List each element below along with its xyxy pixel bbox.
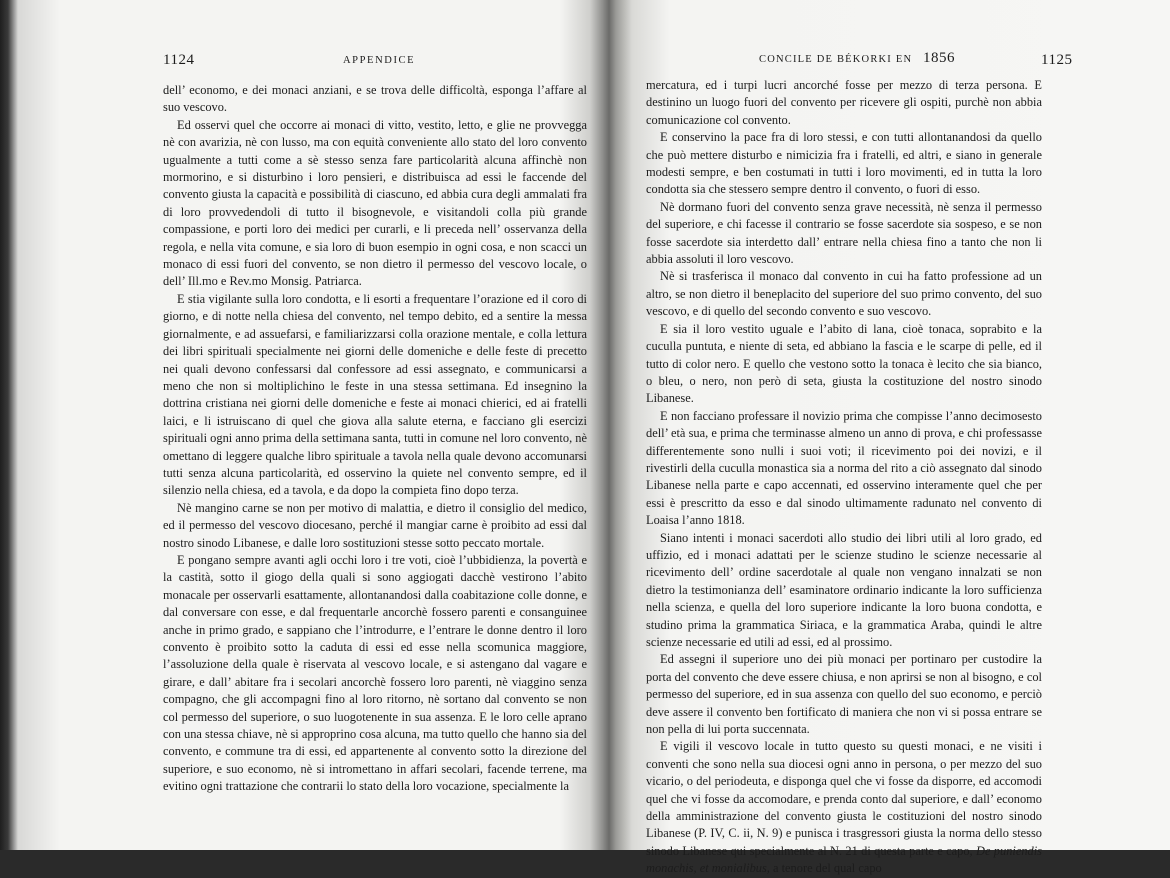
paragraph: Siano intenti i monaci sacerdoti allo studio dei libri utili al loro grado, ed uffizio, ed i monaci adattati per le scienze studino le scienze necessarie al ricevimento dell’ ordine sacerdotale al quale non vengano innalzati se non dietro la testimonianza dell’ esaminatore ordinario indicante la loro sufficienza nella scienza, e quella del loro superiore indicante la loro buona condotta, e studino prima la grammatica Siriaca, e la grammatica Araba, quindi le altre scienze necessarie ed utili ad essi, ed al prossimo. [646, 530, 1042, 649]
paragraph: Ed assegni il superiore uno dei più monaci per portinaro per custodire la porta del convento che deve essere chiusa, e non aprirsi se non al bisogno, e col permesso del superiore, ed in sua assenza con quello del suo economo, e perciò deve assere il convento ben fortificato di maniera che non vi si possa entrare se non pella di lui porta succennata. [646, 652, 1042, 737]
paragraph: Nè dormano fuori del convento senza grave necessità, nè senza il permesso del superiore, e chi facesse il contrario se fosse sacerdote sia sospeso, e se non fosse sacerdote sia interdetto dall’ entrare nella chiesa fino a tanto che non li abbia assoluti il loro vescovo. [646, 199, 1042, 267]
paragraph: E conservino la pace fra di loro stessi, e con tutti allontanandosi da quello che può mettere disturbo e nimicizia fra i fratelli, ed altri, e siano in generale modesti sempre, e ben costumati in tutti i loro movimenti, ed in tutta la loro condotta sia che stessero sempre dentro il convento, o fuori di esso. [646, 130, 1042, 197]
italic-title: De puniendis monachis, et monialibus, [646, 843, 1042, 876]
paragraph: dell’ economo, e dei monaci anziani, e se trova delle difficoltà, esponga l’affare al suo vescovo. [163, 83, 587, 115]
left-body-text [163, 82, 587, 796]
paragraph: E stia vigilante sulla loro condotta, e li esorti a frequentare l’orazione ed il coro di giorno, e di notte nella chiesa del convento, nel tempo debito, ed a sentire la messa giornalmente, e ad assuefarsi, e familiarizzarsi colla orazione mentale, e colla lettura dei libri spirituali specialmente nei giorni delle domeniche e delle feste di precetto nei quali devono confessarsi dal confessore ad essi assegnato, e communicarsi a meno che non si moltiplichino le feste in una stessa settimana. Ed insegnino la dottrina cristiana nei giorni delle domeniche e feste ai monaci chierici, ed ai fratelli laici, e li istruiscano di quel che giova alla salute eterna, e facciano gli esercizi spirituali ogni anno prima della settimana santa, tutti in comune nel loro convento, nè omettano di leggere qualche libro spirituale a tavola nella quale devono accomunarsi tutti senza alcuna particolarità, ed osservino la quiete nel convento sempre, ed il silenzio nella chiesa, ed a tavola, e da dopo la compieta fino dopo terza. [163, 291, 587, 498]
right-page-number: 1125 [1041, 52, 1073, 68]
right-running-title: CONCILE DE BÉKORKI EN [759, 54, 913, 65]
paragraph: Ed osservi quel che occorre ai monaci di vitto, vestito, letto, e glie ne provvegga nè con avarizia, nè con lusso, ma con equità conveniente allo stato del loro convento ugualmente a tutti come a sè stesso senza fare particolarità alcuna affinchè non mormorino, e si disturbino i loro pensieri, e distribuisca ad essi le faccende del convento giusta la capacità e possibilità di ciascuno, ed abbia cura degli ammalati fra di loro provvedendoli di tutto il bisognevole, e visitandoli colla più grande compassione, e porti loro dei medici per curarli, e li preceda nell’ osservanza della regola, e nella vita comune, e sia loro di buon esempio in ogni cosa, e non scacci un monaco di essi fuori del convento, se non dietro il permesso del vescovo locale, o dell’ Ill.mo e Rev.mo Monsig. Patriarca. [163, 117, 587, 289]
right-page [609, 0, 1170, 876]
right-body-text [646, 77, 1042, 878]
paragraph: E non facciano professare il novizio prima che compisse l’anno decimosesto dell’ età sua, e prima che terminasse almeno un anno di prova, e chi professasse differentemente sono nulli i suoi voti; il ricevimento poi dei novizi, e il rivestirli della cuculla monastica sia a norma del rito a ciò assegnato dal sinodo Libanese nella parte e capo accennati, ed osservino interamente quel che per essi è prescritto da esso e dal sinodo ultimamente radunato nel convento di Loaisa l’anno 1818. [646, 408, 1042, 528]
paragraph: E pongano sempre avanti agli occhi loro i tre voti, cioè l’ubbidienza, la povertà e la castità, sotto il giogo della quali si sono aggiogati dacchè vestirono l’abito monacale per osservarli esattamente, allontanandosi dalla coabitazione colle donne, e dal conversare con esse, e dal frequentarle ancorchè fossero parenti e consanguinee anche in primo grado, e sappiano che l’introdurre, e l’entrare le donne dentro il loro convento è proibito sotto la caduta di essi ed esse nella scomunica maggiore, l’assoluzione della quale è riservata al vescovo locale, e si astengano dal vagare e girare, e dall’ abitare fra i secolari ancorchè fossero loro parenti, nè viaggino senza compagno, che gli accompagni fino al loro ritorno, nè sortano dal convento se non col permesso del superiore, o suo luogotenente in sua assenza. E le loro celle aprano con una stessa chiave, nè si approprino cosa alcuna, ma tutto quello che hanno sia del convento, e commune tra di essi, ed appartenente al convento sotto la direzione del superiore, e suo economo, nè si intromettano in affari secolari, facende terrene, ma evitino ogni trattazione che contrarii lo stato della loro vocazione, specialmente la [163, 552, 587, 794]
paragraph: mercatura, ed i turpi lucri ancorché fosse per mezzo di terza persona. E destinino un luogo fuori del convento per ricevere gli ospiti, purchè non abbia comunicazione col convento. [646, 78, 1042, 127]
left-running-title: APPENDICE [343, 55, 416, 66]
paragraph: Nè mangino carne se non per motivo di malattia, e dietro il consiglio del medico, ed il permesso del vescovo diocesano, perché il mangiar carne è proibito ad essi dal nostro sinodo Libanese, e dalle loro sostituzioni stesse sotto peccato mortale. [163, 500, 587, 550]
paragraph-text: E vigili il vescovo locale in tutto questo su questi monaci, e ne visiti i conventi che sono nella sua diocesi ogni anno in persona, o per mezzo del suo vicario, o del periodeuta, e disponga quel che vi fosse da disporre, ed accomodi quel che vi fosse da accomodare, e prenda conto dal superiore, e dall’ economo della amministrazione del convento giusta le costituzioni del nostro sinodo Libanese (P. IV, C. ii, N. 9) e punisca i trasgressori giusta la norma dello stesso sinodo Libanese qui specialmente al N. 21 di questa parte e capo, [646, 739, 1042, 858]
left-page-number: 1124 [163, 52, 195, 68]
paragraph: Nè si trasferisca il monaco dal convento in cui ha fatto professione ad un altro, se non dietro il beneplacito del superiore del suo primo convento, del suo vescovo, e di quello del secondo convento e suo vescovo. [646, 269, 1042, 319]
paragraph-tail: a tenore del qual capo [773, 861, 882, 876]
last-paragraph [646, 738, 1042, 877]
right-running-year: 1856 [923, 50, 955, 66]
paragraph: E sia il loro vestito uguale e l’abito di lana, cioè tonaca, soprabito e la cuculla puntuta, e niente di seta, ed abbiano la fascia e le scarpe di pelle, ed il tutto di color nero. E quello che vestono sotto la tonaca è lecito che sia bianco, o bleu, o nero, non però di seta, giusta la costituzione del nostro sinodo Libanese. [646, 321, 1042, 406]
